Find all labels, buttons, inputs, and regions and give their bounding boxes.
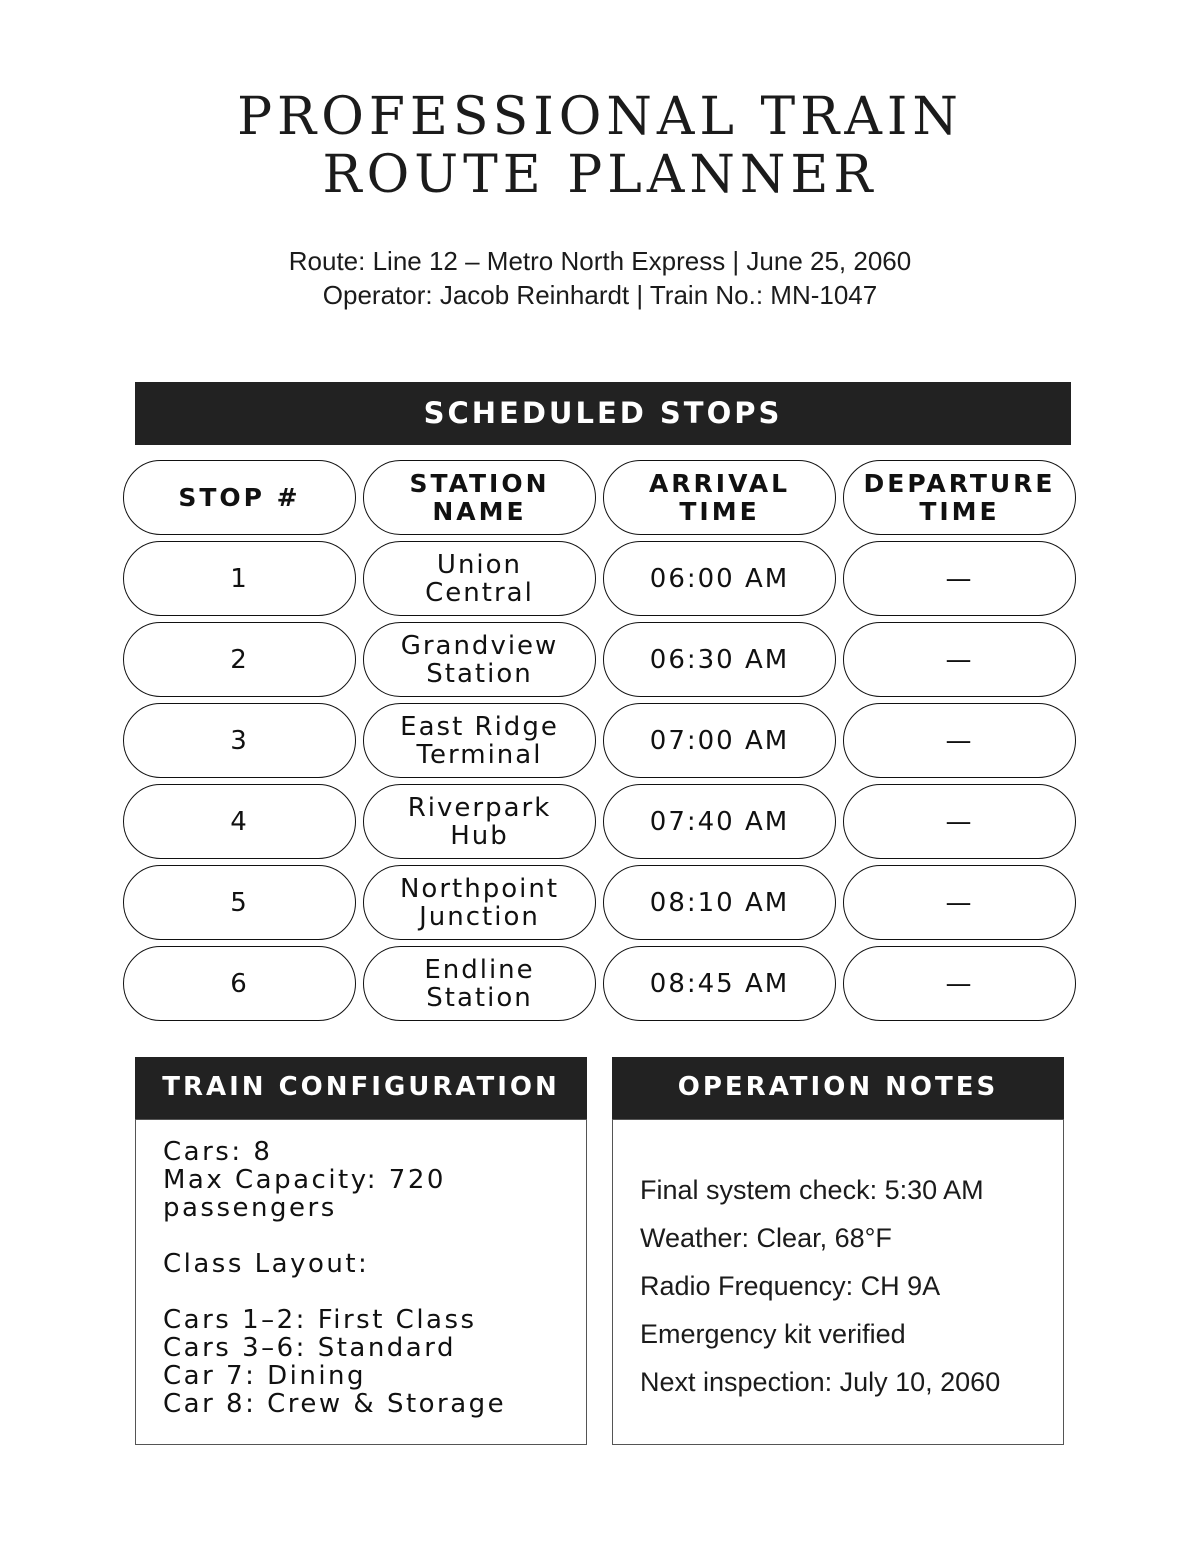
arrival-time: 08:45 AM <box>603 946 836 1021</box>
scheduled-stops-header: SCHEDULED STOPS <box>135 382 1071 445</box>
departure-time: — <box>843 622 1076 697</box>
column-header-stop: STOP # <box>123 460 356 535</box>
stop-number: 5 <box>123 865 356 940</box>
arrival-time: 07:40 AM <box>603 784 836 859</box>
capacity-unit: passengers <box>163 1193 337 1223</box>
column-header-station: STATION NAME <box>363 460 596 535</box>
capacity: Max Capacity: 720 <box>163 1165 446 1195</box>
table-row <box>123 865 1078 940</box>
layout-item: Car 8: Crew & Storage <box>163 1389 507 1419</box>
stop-number: 4 <box>123 784 356 859</box>
station-name: Endline Station <box>363 946 596 1021</box>
note-item: Final system check: 5:30 AM <box>640 1175 984 1205</box>
table-header-row <box>123 460 1078 535</box>
operation-notes-panel <box>612 1119 1064 1445</box>
arrival-time: 06:30 AM <box>603 622 836 697</box>
stops-table <box>123 460 1078 1027</box>
route-meta <box>0 244 1200 312</box>
layout-item: Cars 3–6: Standard <box>163 1333 456 1363</box>
station-name: Northpoint Junction <box>363 865 596 940</box>
station-name: East Ridge Terminal <box>363 703 596 778</box>
column-header-departure: DEPARTURE TIME <box>843 460 1076 535</box>
station-name: Union Central <box>363 541 596 616</box>
table-row <box>123 703 1078 778</box>
table-row <box>123 784 1078 859</box>
table-row <box>123 541 1078 616</box>
arrival-time: 06:00 AM <box>603 541 836 616</box>
departure-time: — <box>843 784 1076 859</box>
layout-item: Car 7: Dining <box>163 1361 367 1391</box>
departure-time: — <box>843 865 1076 940</box>
stop-number: 6 <box>123 946 356 1021</box>
page-title <box>0 88 1200 204</box>
route-info: Route: Line 12 – Metro North Express | June 25, 2060 <box>288 246 912 276</box>
layout-item: Cars 1–2: First Class <box>163 1305 477 1335</box>
arrival-time: 08:10 AM <box>603 865 836 940</box>
train-configuration-panel <box>135 1119 587 1445</box>
cars-count: Cars: 8 <box>163 1137 273 1167</box>
page-title-line-2: ROUTE PLANNER <box>322 145 878 205</box>
station-name: Riverpark Hub <box>363 784 596 859</box>
note-item: Emergency kit verified <box>640 1319 906 1349</box>
operator-info: Operator: Jacob Reinhardt | Train No.: MN-1047 <box>322 280 878 310</box>
table-row <box>123 946 1078 1021</box>
stop-number: 3 <box>123 703 356 778</box>
stop-number: 1 <box>123 541 356 616</box>
train-configuration-header: TRAIN CONFIGURATION <box>135 1057 587 1119</box>
departure-time: — <box>843 703 1076 778</box>
arrival-time: 07:00 AM <box>603 703 836 778</box>
operation-notes-header: OPERATION NOTES <box>612 1057 1064 1119</box>
note-item: Weather: Clear, 68°F <box>640 1223 892 1253</box>
departure-time: — <box>843 541 1076 616</box>
class-layout-label: Class Layout: <box>163 1249 370 1279</box>
note-item: Next inspection: July 10, 2060 <box>640 1367 1001 1397</box>
station-name: Grandview Station <box>363 622 596 697</box>
table-row <box>123 622 1078 697</box>
stop-number: 2 <box>123 622 356 697</box>
page-title-line-1: PROFESSIONAL TRAIN <box>237 87 963 147</box>
column-header-arrival: ARRIVAL TIME <box>603 460 836 535</box>
note-item: Radio Frequency: CH 9A <box>640 1271 941 1301</box>
departure-time: — <box>843 946 1076 1021</box>
